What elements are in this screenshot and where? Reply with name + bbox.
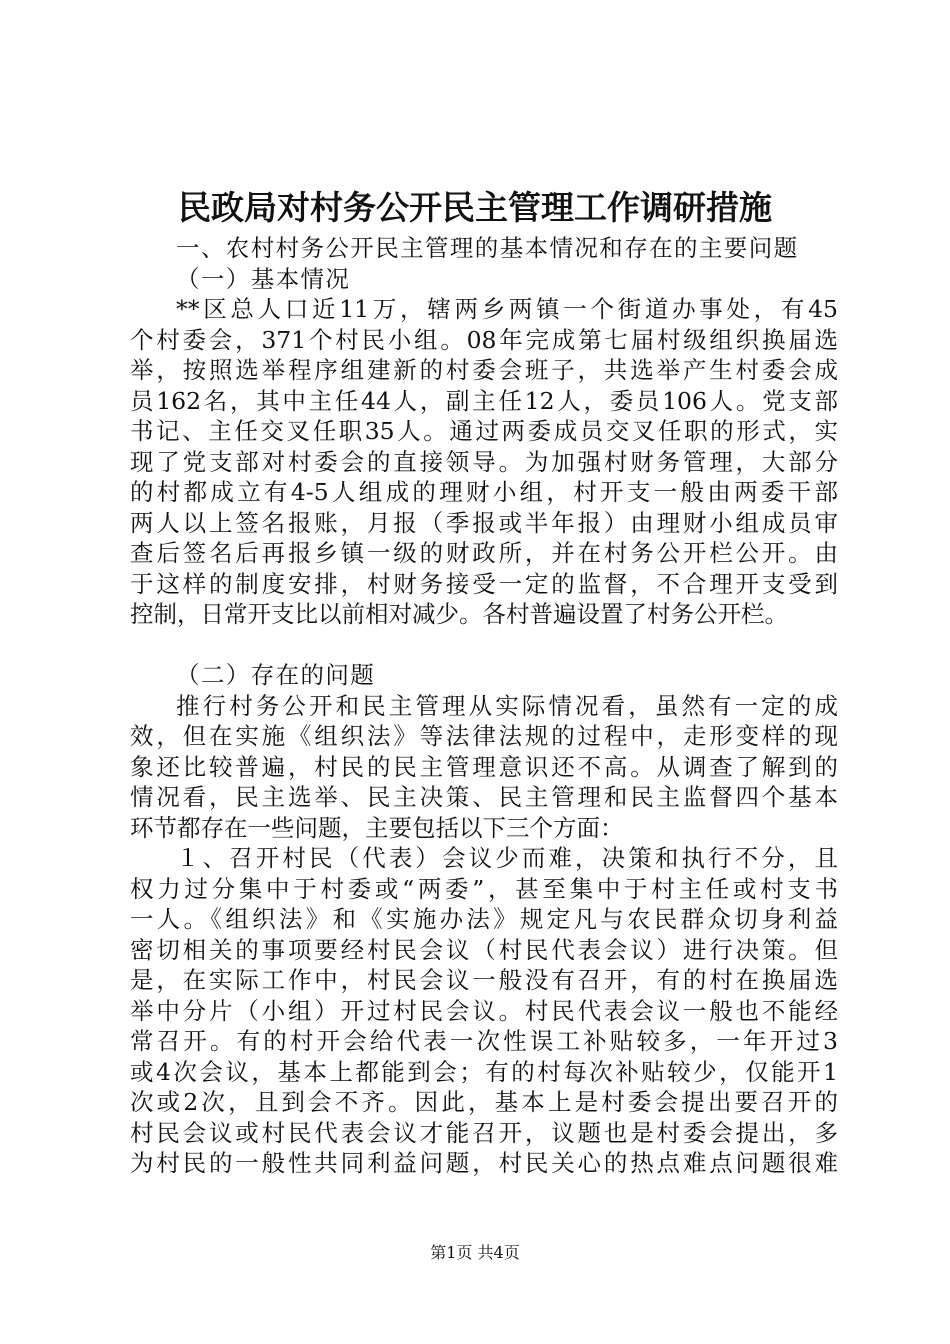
- paragraph-line: 推行村务公开和民主管理从实际情况看，虽然有一定的成: [176, 691, 838, 720]
- paragraph-line: 或4次会议，基本上都能到会；有的村每次补贴较少，仅能开1: [130, 1057, 838, 1086]
- paragraph-line: 员162名，其中主任44人，副主任12人，委员106人。党支部: [130, 386, 838, 415]
- paragraph-line: 效，但在实施《组织法》等法律法规的过程中，走形变样的现: [130, 722, 838, 750]
- paragraph-problems-intro: [130, 691, 838, 844]
- paragraph-line: 举，按照选举程序组建新的村委会班子，共选举产生村委会成: [130, 356, 838, 384]
- paragraph-line: 查后签名后再报乡镇一级的财政所，并在村务公开栏公开。由: [130, 539, 838, 567]
- paragraph-line: 个村委会，371个村民小组。08年完成第七届村级组织换届选: [130, 325, 838, 354]
- paragraph-line: 举中分片（小组）开过村民会议。村民代表会议一般也不能经: [130, 996, 838, 1025]
- paragraph-line: 两人以上签名报账，月报（季报或半年报）由理财小组成员审: [130, 508, 838, 537]
- paragraph-line: 象还比较普遍，村民的民主管理意识还不高。从调查了解到的: [130, 752, 838, 781]
- paragraph-line: **区总人口近11万，辖两乡两镇一个街道办事处，有45: [176, 295, 838, 323]
- page-footer: 第1页 共4页: [430, 1243, 520, 1262]
- paragraph-line: １、召开村民（代表）会议少而难，决策和执行不分，且: [176, 844, 838, 872]
- paragraph-line: 一人。《组织法》和《实施办法》规定凡与农民群众切身利益: [130, 905, 838, 933]
- paragraph-line: 为村民的一般性共同利益问题，村民关心的热点难点问题很难: [130, 1149, 838, 1177]
- paragraph-basic-situation: [130, 294, 838, 630]
- paragraph-spacer: [130, 630, 838, 661]
- paragraph-line: 常召开。有的村开会给代表一次性误工补贴较多，一年开过3: [130, 1027, 838, 1055]
- paragraph-line: 情况看，民主选举、民主决策、民主管理和民主监督四个基本: [130, 783, 838, 811]
- paragraph-line: 权力过分集中于村委或“两委”，甚至集中于村主任或村支书: [130, 874, 838, 903]
- document-title: 民政局对村务公开民主管理工作调研措施: [178, 188, 772, 227]
- document-body: [130, 233, 838, 1179]
- paragraph-line: 的村都成立有4-5人组成的理财小组，村开支一般由两委干部: [130, 478, 838, 506]
- paragraph-line: 现了党支部对村委会的直接领导。为加强村财务管理，大部分: [130, 447, 838, 476]
- subsection-heading-problems: （二）存在的问题: [176, 661, 376, 689]
- paragraph-line: 密切相关的事项要经村民会议（村民代表会议）进行决策。但: [130, 935, 838, 964]
- paragraph-line: 于这样的制度安排，村财务接受一定的监督，不合理开支受到: [130, 569, 838, 598]
- paragraph-line: 环节都存在一些问题，主要包括以下三个方面：: [130, 813, 624, 842]
- section-heading: 一、农村村务公开民主管理的基本情况和存在的主要问题: [176, 234, 799, 262]
- subsection-heading-basic: （一）基本情况: [176, 264, 351, 293]
- paragraph-line: 次或2次，且到会不齐。因此，基本上是村委会提出要召开的: [130, 1088, 838, 1116]
- paragraph-line: 村民会议或村民代表会议才能召开，议题也是村委会提出，多: [130, 1118, 838, 1147]
- paragraph-problem-1: [130, 843, 838, 1179]
- paragraph-line: 书记、主任交叉任职35人。通过两委成员交叉任职的形式，实: [130, 417, 838, 445]
- paragraph-line: 是，在实际工作中，村民会议一般没有召开，有的村在换届选: [130, 966, 838, 994]
- paragraph-line: 控制，日常开支比以前相对减少。各村普遍设置了村务公开栏。: [130, 600, 788, 628]
